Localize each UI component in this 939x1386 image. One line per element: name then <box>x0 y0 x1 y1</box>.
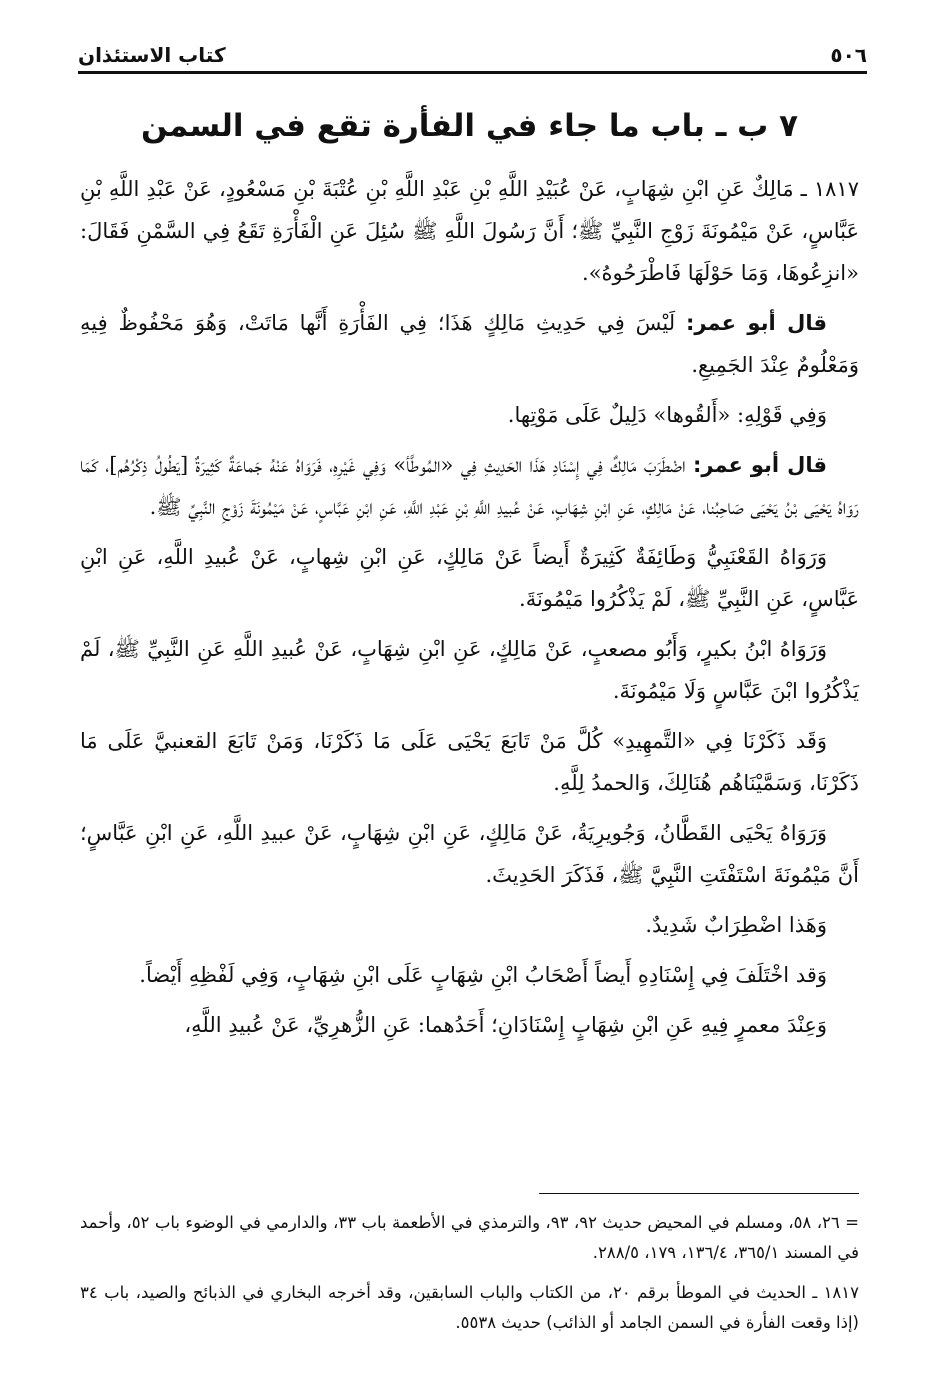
chapter-title: ٧ ب ـ باب ما جاء في الفأرة تقع في السمن <box>141 108 798 144</box>
footnotes <box>80 1208 859 1348</box>
footnote: = ٢٦، ٥٨، ومسلم في المحيض حديث ٩٢، ٩٣، والترمذي في الأطعمة باب ٣٣، والدارمي في الوضوء باب ٥٢، وأحمد في المسند ٣٦٥/١، ١٣٦/٤، ١٧٩، ٢٨٨/٥. <box>80 1213 859 1262</box>
speaker-label: قال أبو عمر: <box>686 311 827 335</box>
commentary-paragraph: وَفِي قَوْلِهِ: «أَلقُوها» دَلِيلٌ عَلَى مَوْتِها. <box>507 403 827 427</box>
commentary-paragraph: وَرَوَاهُ ابْنُ بكيرٍ، وَأَبُو مصعبٍ، عَنْ مَالِكٍ، عَنِ ابْنِ شِهَابٍ، عَنْ عُبيدِ اللَّهِ عَنِ النَّبِيِّ ﷺ، لَمْ يَذْكُرُوا ابْنَ عَبَّاسٍ وَلَا مَيْمُونَةَ. <box>80 637 859 703</box>
commentary-paragraph: وَقَد ذَكَرْنَا فِي «التَّمهِيدِ» كُلَّ مَنْ تَابَعَ يَحْيَى عَلَى مَا ذَكَرْنَا، وَمَنْ تَابَعَ القعنبيَّ عَلَى مَا ذَكَرْنَا، وَسَمَّيْنَاهُم هُنَالِكَ، وَالحمدُ لِلَّهِ. <box>80 729 859 795</box>
commentary-paragraph: وَرَوَاهُ القَعْنَبِيُّ وَطَائِفَةٌ كَثِيرَةٌ أَيضاً عَنْ مَالِكٍ، عَنِ ابْنِ شِهابٍ، عَنْ عُبيدِ اللَّهِ، عَنِ ابْنِ عَبَّاسٍ، عَنِ النَّبِيِّ ﷺ، لَمْ يَذْكُرُوا مَيْمُونَةَ. <box>80 545 859 611</box>
commentary-paragraph <box>80 444 859 528</box>
commentary-paragraph: وَرَوَاهُ يَحْيَى القَطَّانُ، وَجُويرِيَةُ، عَنْ مَالِكٍ، عَنِ ابْنِ شِهَابٍ، عَنْ عبيدِ اللَّهِ، عَنِ ابْنِ عَبَّاسٍ؛ أَنَّ مَيْمُونَةَ اسْتَفْتَتِ النَّبِيَّ ﷺ، فَذَكَرَ الحَدِيثَ. <box>80 821 859 887</box>
commentary-paragraph <box>80 302 859 386</box>
speaker-label: قال أبو عمر: <box>693 453 827 477</box>
paragraph-text: اضْطَرَبَ مَالِكٌ فِي إِسْنَادِ هَذَا الحَدِيثِ فِي «المُوطَّأ» وَفِي غَيْرِهِ، فَرَوَاهُ عَنْهُ جَماعَةٌ كَثِيرَةٌ [يَطُولُ ذِكْرُهُم]، كَمَا رَوَاهُ يَحْيَى بْنُ يَحْيَى صَاحِبُنا، عَنْ مَالِكٍ، عَنِ ابْنِ شِهَابٍ، عَنْ عُبيدِ اللَّهِ بْنِ عَبْدِ اللَّهِ، عَنِ ابْنِ عَبَّاسٍ، عَنْ مَيْمُونَةَ زَوْجِ النَّبِيِّ ﷺ. <box>80 453 859 519</box>
commentary-paragraph: وَعِنْدَ معمرٍ فِيهِ عَنِ ابْنِ شِهَابٍ إِسْنَادَانِ؛ أَحَدُهما: عَنِ الزُّهرِيِّ، عَنْ عُبيدِ اللَّهِ، <box>184 1013 827 1037</box>
main-text <box>80 168 859 1054</box>
book-title: كتاب الاستئذان <box>78 43 226 67</box>
page-number: ٥٠٦ <box>830 43 867 67</box>
footnote-separator <box>539 1193 859 1194</box>
commentary-paragraph: وَقد اخْتَلَفَ فِي إِسْنَادِهِ أَيضاً أَصْحَابُ ابْنِ شِهَابٍ عَلَى ابْنِ شِهَابٍ، وَفِي لَفْظِهِ أَيْضاً. <box>139 963 827 987</box>
hadith-paragraph: ١٨١٧ ـ مَالِكٌ عَنِ ابْنِ شِهَابٍ، عَنْ عُبَيْدِ اللَّهِ بْنِ عَبْدِ اللَّهِ بْنِ عُتْبَةَ بْنِ مَسْعُودٍ، عَنْ عَبْدِ اللَّهِ بْنِ عَبَّاسٍ، عَنْ مَيْمُونَةَ زَوْجِ النَّبِيِّ ﷺ؛ أَنَّ رَسُولَ اللَّهِ ﷺ سُئِلَ عَنِ الْفَأْرَةِ تَقَعُ فِي السَّمْنِ فَقَالَ: «انزِعُوهَا، وَمَا حَوْلَهَا فَاطْرَحُوهُ». <box>80 177 859 285</box>
running-header <box>78 34 867 74</box>
paragraph-text: لَيْسَ فِي حَدِيثِ مَالِكٍ هَذَا؛ فِي الفَأْرَةِ أَنَّها مَاتَتْ، وَهُوَ مَحْفُوظٌ فِيهِ وَمَعْلُومٌ عِنْدَ الجَمِيعِ. <box>80 311 859 377</box>
footnote: ١٨١٧ ـ الحديث في الموطأ برقم ٢٠، من الكتاب والباب السابقين، وقد أخرجه البخاري في الذبائح والصيد، باب ٣٤ (إذا وقعت الفأرة في السمن الجامد أو الذائب) حديث ٥٥٣٨. <box>80 1283 860 1332</box>
commentary-paragraph: وَهَذا اضْطِرَابٌ شَدِيدٌ. <box>645 913 827 937</box>
